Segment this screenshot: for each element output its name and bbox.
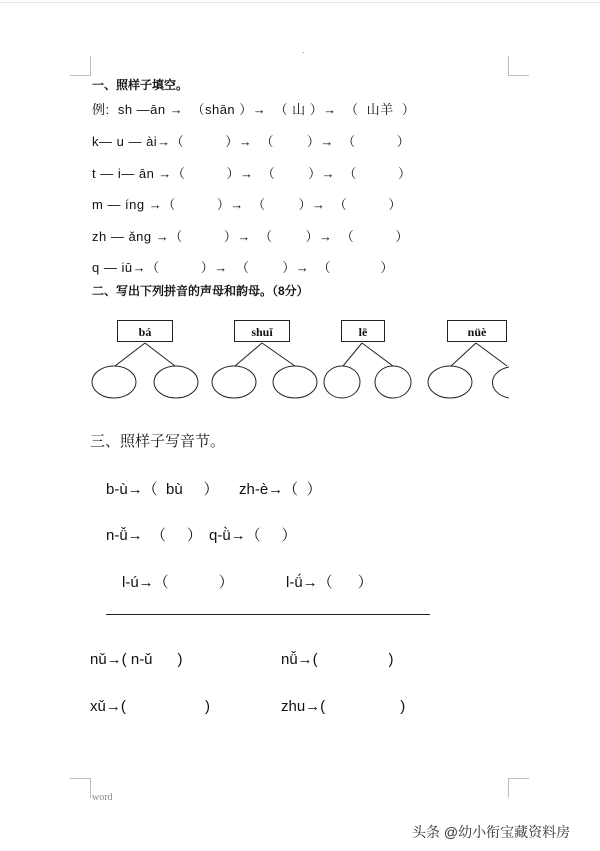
section3-item: zh-è→（ ） bbox=[239, 481, 322, 498]
answer-oval bbox=[212, 366, 256, 398]
section3-item: xǔ→( ) bbox=[90, 698, 211, 715]
section3-item: nǚ→( ) bbox=[281, 651, 394, 668]
branch-line bbox=[235, 343, 262, 366]
section1-row: zh — ǎng →（ ）→ （ ）→ （ ） bbox=[92, 229, 409, 244]
branch-line bbox=[476, 343, 507, 366]
answer-oval bbox=[375, 366, 411, 398]
syllable-box: lē bbox=[341, 320, 385, 342]
section1-row: t — i— ān →（ ）→ （ ）→ （ ） bbox=[92, 166, 412, 181]
section1-row: m — íng →（ ）→ （ ）→ （ ） bbox=[92, 197, 402, 212]
branch-line bbox=[343, 343, 362, 366]
answer-oval bbox=[154, 366, 198, 398]
footer-word-label: word bbox=[92, 792, 113, 803]
answer-oval-partial bbox=[492, 367, 509, 398]
section2-heading: 二、写出下列拼音的声母和韵母。（8分） bbox=[92, 284, 309, 298]
branch-line bbox=[115, 343, 145, 366]
watermark: 头条 @幼小衔宝藏资料房 bbox=[412, 824, 571, 840]
branch-line bbox=[262, 343, 295, 366]
section3-item: n-ǚ→ （ ） bbox=[106, 527, 202, 544]
section1-row: q — iū→（ ）→ （ ）→ （ ） bbox=[92, 260, 394, 275]
syllable-box: nüè bbox=[447, 320, 507, 342]
section3-item: q-ǜ→（ ） bbox=[209, 527, 297, 544]
section3-item: nǔ→( n-ǔ ) bbox=[90, 651, 183, 668]
branch-line bbox=[362, 343, 393, 366]
divider-line bbox=[106, 614, 430, 615]
answer-oval bbox=[324, 366, 360, 398]
answer-oval bbox=[428, 366, 472, 398]
answer-oval bbox=[273, 366, 317, 398]
page-right-margin bbox=[509, 360, 539, 405]
branch-line bbox=[145, 343, 175, 366]
section3-item: l-ú→（ ） bbox=[122, 574, 234, 591]
syllable-box: shuǐ bbox=[234, 320, 290, 342]
branch-line bbox=[451, 343, 476, 366]
section1-heading: 一、照样子填空。 bbox=[92, 78, 189, 92]
section1-row: k— u — ài→（ ）→ （ ）→ （ ） bbox=[92, 134, 411, 149]
section3-item: l-ǘ→（ ） bbox=[286, 574, 373, 591]
section3-heading: 三、照样子写音节。 bbox=[90, 433, 226, 450]
answer-oval bbox=[92, 366, 136, 398]
section3-item: b-ù→（ bù ） bbox=[106, 481, 219, 498]
syllable-box: bá bbox=[117, 320, 173, 342]
section3-item: zhu→( ) bbox=[281, 698, 406, 715]
section1-row-example: 例: sh —ān → （shān ）→ （ 山 ）→ （ 山羊 ） bbox=[92, 102, 416, 117]
